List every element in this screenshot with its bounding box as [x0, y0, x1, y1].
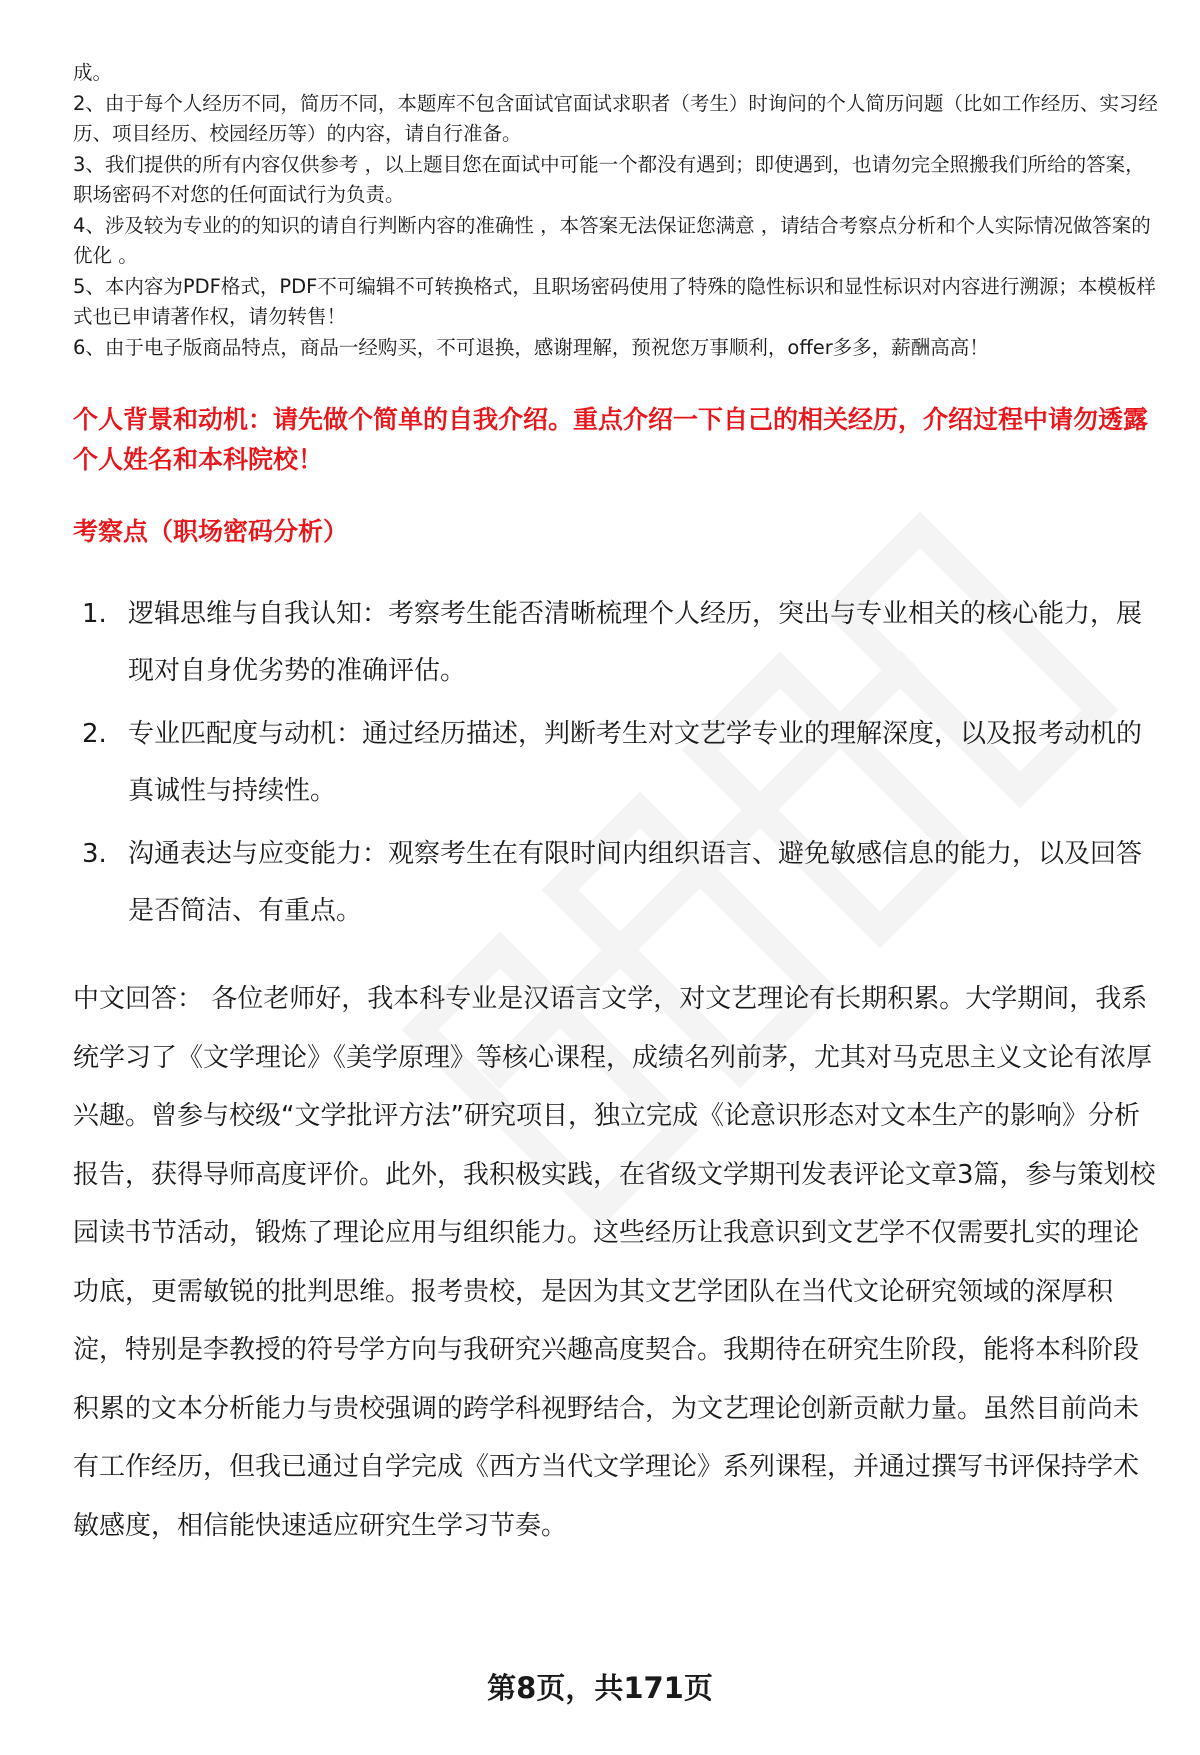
list-item-text: 逻辑思维与自我认知：考察考生能否清晰梳理个人经历，突出与专业相关的核心能力，展现对自身优劣势的准确评估。 [128, 599, 1143, 686]
note-line: 2、由于每个人经历不同，简历不同，本题库不包含面试官面试求职者（考生）时询问的个人简历问题（比如工作经历、实习经历、项目经历、校园经历等）的内容，请自行准备。 [73, 91, 1158, 145]
list-item-text: 专业匹配度与动机：通过经历描述，判断考生对文艺学专业的理解深度，以及报考动机的真诚性与持续性。 [128, 719, 1143, 806]
list-item [82, 586, 1162, 700]
list-item [82, 826, 1162, 940]
assessment-points-list [82, 586, 1162, 946]
note-line: 4、涉及较为专业的的知识的请自行判断内容的准确性 ，本答案无法保证您满意 ，请结合考察点分析和个人实际情况做答案的优化 。 [73, 213, 1151, 267]
list-number: 2. [82, 719, 107, 749]
page-number-footer: 第8页，共171页 [487, 1671, 713, 1705]
question-heading: 个人背景和动机：请先做个简单的自我介绍。重点介绍一下自己的相关经历，介绍过程中请勿透露个人姓名和本科院校！ [73, 405, 1149, 474]
note-line: 3、我们提供的所有内容仅供参考 ，以上题目您在面试中可能一个都没有遇到；即使遇到，也请勿完全照搬我们所给的答案，职场密码不对您的任何面试行为负责。 [73, 152, 1145, 206]
note-line: 5、本内容为PDF格式，PDF不可编辑不可转换格式，且职场密码使用了特殊的隐性标识和显性标识对内容进行溯源；本模板样式也已申请著作权，请勿转售！ [73, 274, 1156, 328]
disclaimer-notes [73, 58, 1163, 363]
note-line: 6、由于电子版商品特点，商品一经购买，不可退换，感谢理解，预祝您万事顺利，offer多多，薪酬高高！ [73, 335, 989, 359]
list-item [82, 706, 1162, 820]
section-title: 考察点（职场密码分析） [73, 517, 349, 546]
note-line: 成。 [73, 61, 113, 84]
list-number: 1. [82, 599, 107, 629]
answer-paragraph: 中文回答： 各位老师好，我本科专业是汉语言文学，对文艺理论有长期积累。大学期间，我系统学习了《文学理论》《美学原理》等核心课程，成绩名列前茅，尤其对马克思主义文论有浓厚兴趣。曾参与校级“文学批评方法”研究项目，独立完成《论意识形态对文本生产的影响》分析报告，获得导师高度评价。此外，我积极实践，在省级文学期刊发表评论文章3篇，参与策划校园读书节活动，锻炼了理论应用与组织能力。这些经历让我意识到文艺学不仅需要扎实的理论功底，更需敏锐的批判思维。报考贵校，是因为其文艺学团队在当代文论研究领域的深厚积淀，特别是李教授的符号学方向与我研究兴趣高度契合。我期待在研究生阶段，能将本科阶段积累的文本分析能力与贵校强调的跨学科视野结合，为文艺理论创新贡献力量。虽然目前尚未有工作经历，但我已通过自学完成《西方当代文学理论》系列课程，并通过撰写书评保持学术敏感度，相信能快速适应研究生学习节奏。 [73, 984, 1156, 1541]
list-number: 3. [82, 839, 107, 869]
list-item-text: 沟通表达与应变能力：观察考生在有限时间内组织语言、避免敏感信息的能力，以及回答是否简洁、有重点。 [128, 839, 1143, 926]
